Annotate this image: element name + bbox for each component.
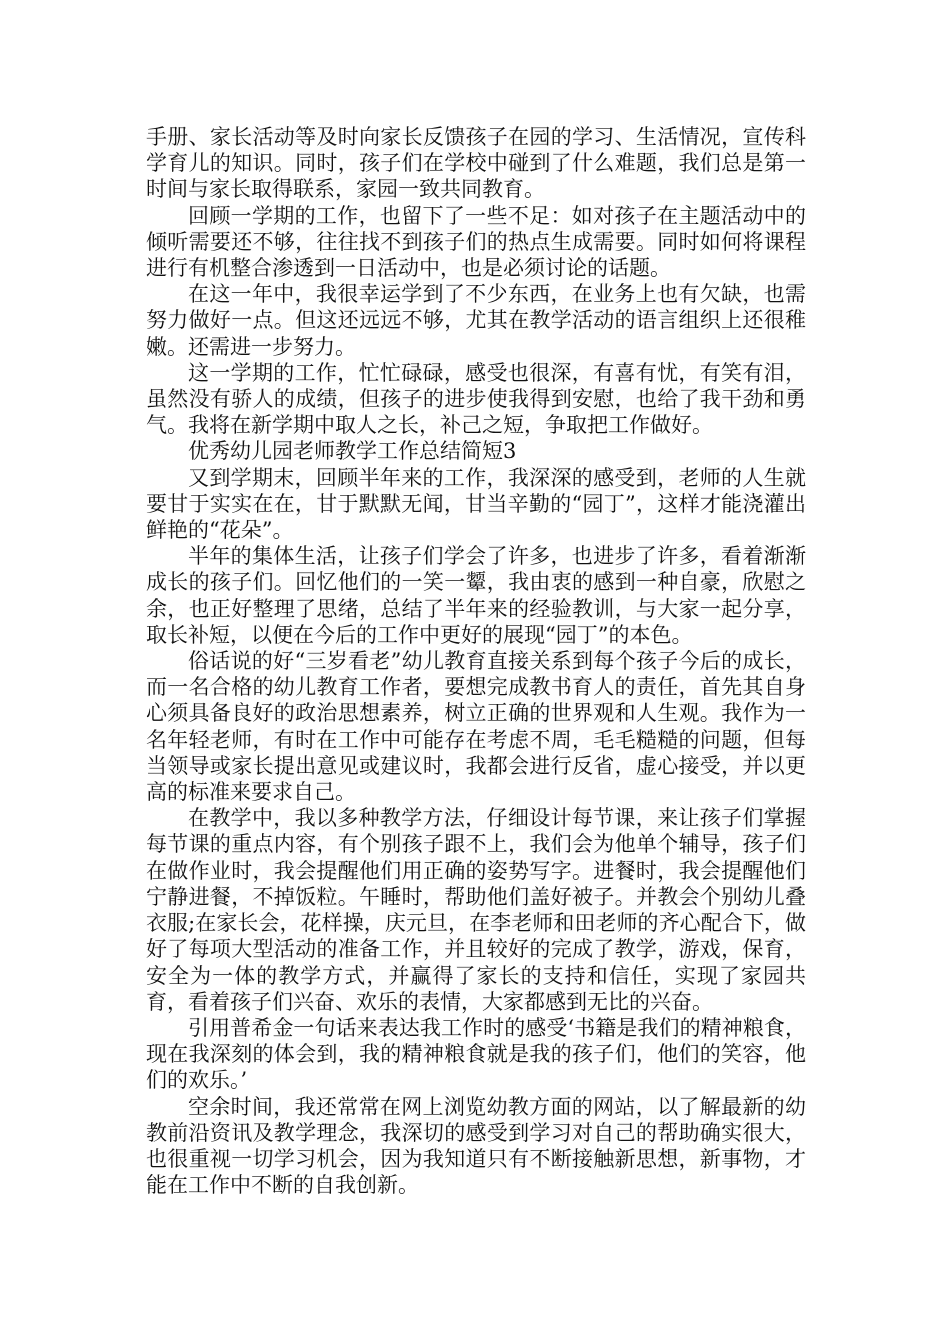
paragraph: 俗话说的好“三岁看老”幼儿教育直接关系到每个孩子今后的成长，而一名合格的幼儿教育工作者，要想完成教书育人的责任，首先其自身心须具备良好的政治思想素养，树立正确的世界观和人生观。我作为一名年轻老师，有时在工作中可能存在考虑不周，毛毛糙糙的问题，但每当领导或家长提出意见或建议时，我都会进行反省，虚心接受，并以更高的标准来要求自己。 (146, 649, 806, 805)
paragraph: 回顾一学期的工作，也留下了一些不足：如对孩子在主题活动中的倾听需要还不够，往往找不到孩子们的热点生成需要。同时如何将课程进行有机整合渗透到一日活动中，也是必须讨论的话题。 (146, 203, 806, 281)
paragraph: 在这一年中，我很幸运学到了不少东西，在业务上也有欠缺，也需努力做好一点。但这还远远不够，尤其在教学活动的语言组织上还很稚嫩。还需进一步努力。 (146, 282, 806, 359)
document-page (146, 124, 806, 1198)
paragraph: 引用普希金一句话来表达我工作时的感受‘书籍是我们的精神粮食，现在我深刻的体会到，我的精神粮食就是我的孩子们，他们的笑容，他们的欢乐。’ (146, 1015, 806, 1093)
paragraph: 这一学期的工作，忙忙碌碌，感受也很深，有喜有忧，有笑有泪，虽然没有骄人的成绩，但孩子的进步使我得到安慰，也给了我干劲和勇气。我将在新学期中取人之长，补己之短，争取把工作做好。 (146, 360, 806, 438)
paragraph: 半年的集体生活，让孩子们学会了许多，也进步了许多，看着渐渐成长的孩子们。回忆他们的一笑一颦，我由衷的感到一种自豪，欣慰之余，也正好整理了思绪，总结了半年来的经验教训，与大家一起分享，取长补短，以便在今后的工作中更好的展现“园丁”的本色。 (146, 544, 806, 647)
paragraph: 手册、家长活动等及时向家长反馈孩子在园的学习、生活情况，宣传科学育儿的知识。同时，孩子们在学校中碰到了什么难题，我们总是第一时间与家长取得联系，家园一致共同教育。 (146, 125, 806, 202)
paragraph: 空余时间，我还常常在网上浏览幼教方面的网站，以了解最新的幼教前沿资讯及教学理念，我深切的感受到学习对自己的帮助确实很大，也很重视一切学习机会，因为我知道只有不断接触新思想，新事物，才能在工作中不断的自我创新。 (146, 1094, 806, 1198)
section-heading: 优秀幼儿园老师教学工作总结简短3 (188, 439, 517, 464)
paragraph: 在教学中，我以多种教学方法，仔细设计每节课，来让孩子们掌握每节课的重点内容，有个别孩子跟不上，我们会为他单个辅导，孩子们在做作业时，我会提醒他们用正确的姿势写字。进餐时，我会提醒他们宁静进餐，不掉饭粒。午睡时，帮助他们盖好被子。并教会个别幼儿叠衣服;在家长会，花样操，庆元旦，在李老师和田老师的齐心配合下，做好了每项大型活动的准备工作，并且较好的完成了教学，游戏，保育，安全为一体的教学方式，并赢得了家长的支持和信任，实现了家园共育，看着孩子们兴奋、欢乐的表情，大家都感到无比的兴奋。 (146, 806, 806, 1014)
paragraph: 又到学期末，回顾半年来的工作，我深深的感受到，老师的人生就要甘于实实在在，甘于默默无闻，甘当辛勤的“园丁”，这样才能浇灌出鲜艳的“花朵”。 (146, 465, 806, 543)
